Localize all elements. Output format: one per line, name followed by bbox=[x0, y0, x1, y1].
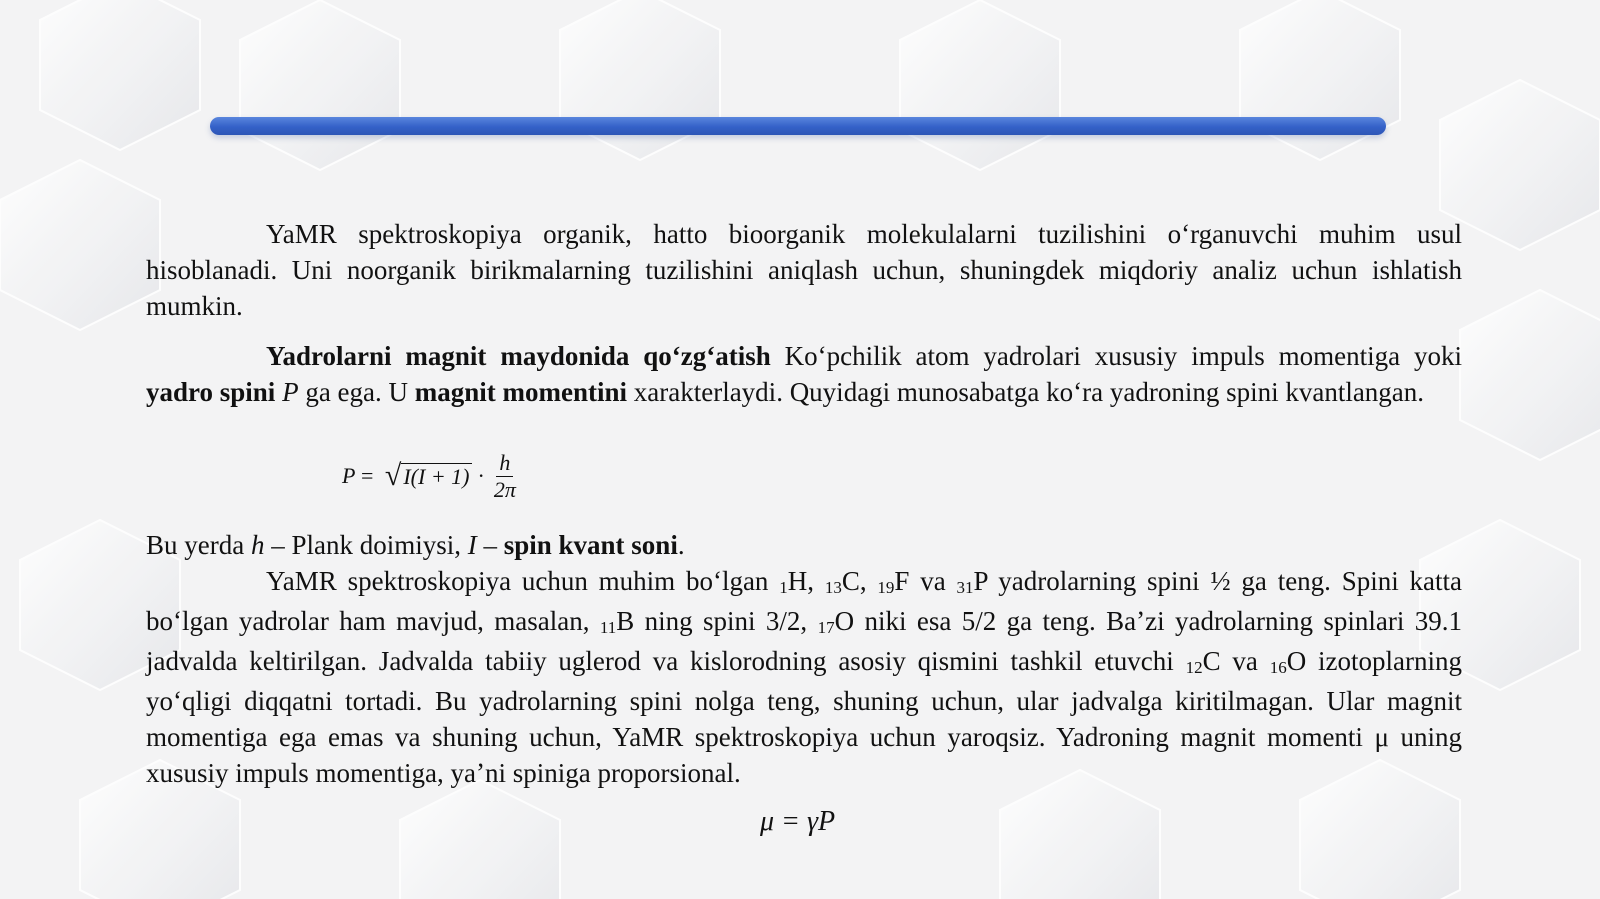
section-heading: Yadrolarni magnit maydonida qoʻzgʻatish bbox=[266, 341, 771, 371]
mass-number: 17 bbox=[817, 618, 835, 637]
fraction bbox=[491, 450, 519, 503]
text-span: B ning spini 3/2, bbox=[616, 606, 818, 636]
mass-number: 12 bbox=[1185, 658, 1203, 677]
paragraph-excitation bbox=[146, 338, 1462, 410]
fraction-numerator: h bbox=[496, 450, 513, 477]
text-span: O niki esa 5/2 ga teng. Baʼzi yadrolarning spinlari 39.1 jadvalda keltirilgan. Jadvalda tabiiy uglerod va kislorodning asosiy qismini tashkil etuvchi bbox=[146, 606, 1462, 676]
mass-number: 31 bbox=[956, 578, 974, 597]
sqrt-expression bbox=[385, 461, 472, 491]
paragraph-intro-text: YaMR spektroskopiya organik, hatto bioorganik molekulalarni tuzilishini oʻrganuvchi muhim usul hisoblanadi. Uni noorganik birikmalarning tuzilishini aniqlash uchun, shuningdek miqdoriy analiz uchun ishlatish mumkin. bbox=[146, 219, 1462, 321]
definition-line bbox=[146, 527, 1462, 563]
term-spin-kvant-soni: spin kvant soni bbox=[503, 530, 678, 560]
text-span: . bbox=[677, 530, 685, 560]
mass-number: 13 bbox=[824, 578, 842, 597]
text-span: Koʻpchilik atom yadrolari xususiy impuls momentiga yoki bbox=[770, 341, 1462, 371]
text-span: Bu yerda bbox=[146, 530, 251, 560]
symbol-i: I bbox=[467, 530, 477, 560]
spin-formula bbox=[342, 446, 519, 506]
multiply-dot: · bbox=[477, 463, 485, 488]
symbol-h: h bbox=[250, 530, 265, 560]
mass-number: 11 bbox=[599, 618, 617, 637]
title-bar bbox=[210, 117, 1386, 135]
text-span: – bbox=[476, 530, 504, 560]
paragraph-isotopes bbox=[146, 563, 1462, 791]
text-span: O izotoplarning yoʻqligi diqqatni tortadi. Bu yadrolarning spini nolga teng, shuning uchun, ular jadvalga kiritilmagan. Ular magnit momentiga ega emas va shuning uchun, YaMR spektroskopiya uchun yaroqsiz. Yadroning magnit momenti μ uning xususiy impuls momentiga, yaʼni spiniga proporsional. bbox=[146, 646, 1463, 788]
paragraph-intro bbox=[146, 216, 1462, 324]
formula-equals: = bbox=[355, 463, 379, 488]
radicand: I(I + 1) bbox=[403, 463, 470, 489]
text-span: F va bbox=[894, 566, 957, 596]
text-span: C va bbox=[1202, 646, 1270, 676]
mass-number: 1 bbox=[779, 578, 788, 597]
text-span: – Plank doimiysi, bbox=[264, 530, 468, 560]
mass-number: 16 bbox=[1269, 658, 1287, 677]
mass-number: 19 bbox=[877, 578, 895, 597]
paragraph-definitions bbox=[146, 527, 1462, 791]
magnetic-moment-formula: μ = γP bbox=[760, 806, 836, 837]
text-span: H, bbox=[787, 566, 825, 596]
term-magnit-momenti: magnit momentini bbox=[414, 377, 628, 407]
text-span: C, bbox=[841, 566, 878, 596]
text-span: ga ega. U bbox=[298, 377, 415, 407]
text-span: xarakterlaydi. Quyidagi munosabatga koʻra yadroning spini kvantlangan. bbox=[627, 377, 1425, 407]
fraction-denominator: 2π bbox=[493, 476, 516, 502]
text-span: YaMR spektroskopiya uchun muhim boʻlgan bbox=[266, 566, 780, 596]
text-span: P yadrolarning spini ½ ga teng. Spini katta boʻlgan yadrolar ham mavjud, masalan, bbox=[146, 566, 1463, 636]
symbol-p: P bbox=[282, 377, 299, 407]
term-yadro-spini: yadro spini bbox=[146, 377, 276, 407]
formula-lhs: P bbox=[342, 463, 356, 488]
radical-sign: √ bbox=[384, 459, 402, 492]
